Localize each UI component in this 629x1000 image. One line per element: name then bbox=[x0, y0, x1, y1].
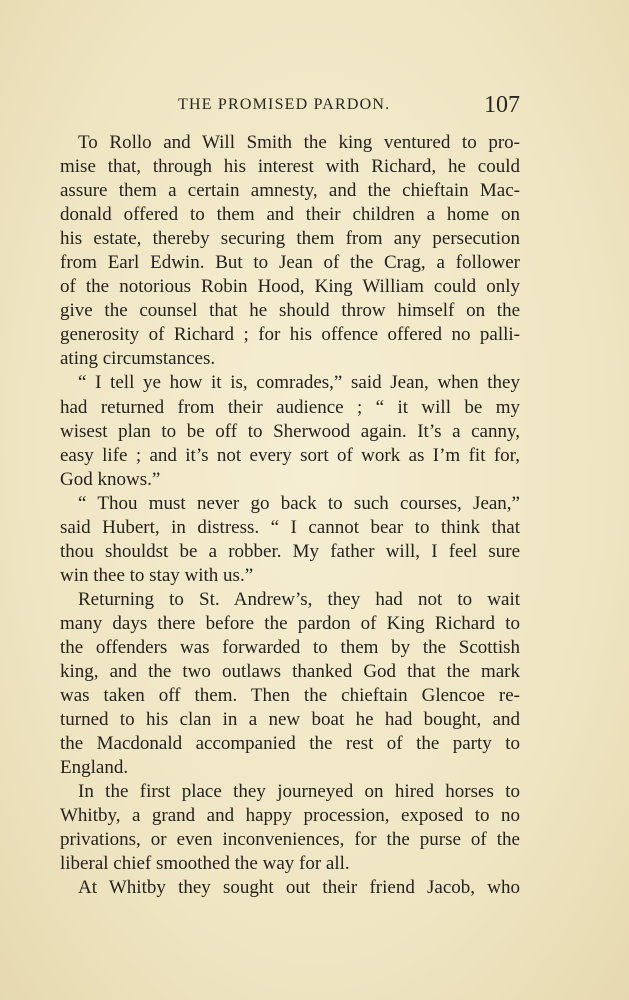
text-line: England. bbox=[60, 757, 129, 779]
text-line: his estate, thereby securing them from any persecution bbox=[60, 228, 520, 250]
paragraph bbox=[60, 131, 520, 371]
text-line: At Whitby they sought out their friend Jacob, who bbox=[78, 877, 520, 899]
text-line: was taken off them. Then the chieftain Glencoe re- bbox=[60, 685, 520, 707]
text-line: easy life ; and it’s not every sort of work as I’m fit for, bbox=[60, 444, 520, 466]
paragraph bbox=[60, 876, 520, 900]
text-line: the Macdonald accompanied the rest of the party to bbox=[60, 733, 520, 755]
text-line: give the counsel that he should throw himself on the bbox=[60, 300, 520, 322]
text-line: the offenders was forwarded to them by the Scottish bbox=[60, 636, 520, 658]
text-line: turned to his clan in a new boat he had bought, and bbox=[60, 709, 520, 731]
paragraph bbox=[60, 588, 520, 780]
text-line: many days there before the pardon of King Richard to bbox=[60, 612, 520, 634]
text-line: generosity of Richard ; for his offence offered no palli- bbox=[60, 324, 520, 346]
text-line: from Earl Edwin. But to Jean of the Crag, a follower bbox=[60, 252, 520, 274]
text-line: “ Thou must never go back to such courses, Jean,” bbox=[78, 492, 520, 514]
text-line: said Hubert, in distress. “ I cannot bear to think that bbox=[60, 516, 520, 538]
paragraph bbox=[60, 371, 520, 491]
page-number: 107 bbox=[484, 92, 520, 118]
page-header bbox=[60, 92, 520, 124]
text-line: assure them a certain amnesty, and the chieftain Mac- bbox=[60, 180, 520, 202]
text-line: privations, or even inconveniences, for the purse of the bbox=[60, 829, 520, 851]
text-line: God knows.” bbox=[60, 468, 161, 490]
body-text bbox=[60, 131, 520, 901]
text-line: ating circumstances. bbox=[60, 348, 216, 370]
paragraph bbox=[60, 780, 520, 876]
text-line: Returning to St. Andrew’s, they had not to wait bbox=[78, 588, 520, 610]
text-line: To Rollo and Will Smith the king ventured to pro- bbox=[78, 132, 520, 153]
text-line: In the first place they journeyed on hired horses to bbox=[78, 781, 520, 803]
text-line: had returned from their audience ; “ it will be my bbox=[60, 396, 520, 418]
text-line: donald offered to them and their children a home on bbox=[60, 204, 520, 226]
text-line: win thee to stay with us.” bbox=[60, 564, 254, 586]
text-line: wisest plan to be off to Sherwood again. It’s a canny, bbox=[60, 420, 520, 442]
text-line: mise that, through his interest with Richard, he could bbox=[60, 156, 520, 178]
text-line: “ I tell ye how it is, comrades,” said Jean, when they bbox=[78, 372, 520, 394]
text-line: liberal chief smoothed the way for all. bbox=[60, 853, 350, 875]
paragraph bbox=[60, 492, 520, 588]
text-line: of the notorious Robin Hood, King William could only bbox=[60, 276, 520, 298]
text-line: thou shouldst be a robber. My father will, I feel sure bbox=[60, 540, 520, 562]
running-title: THE PROMISED PARDON. bbox=[178, 96, 391, 113]
text-line: king, and the two outlaws thanked God that the mark bbox=[60, 661, 520, 683]
text-line: Whitby, a grand and happy procession, exposed to no bbox=[60, 805, 520, 827]
